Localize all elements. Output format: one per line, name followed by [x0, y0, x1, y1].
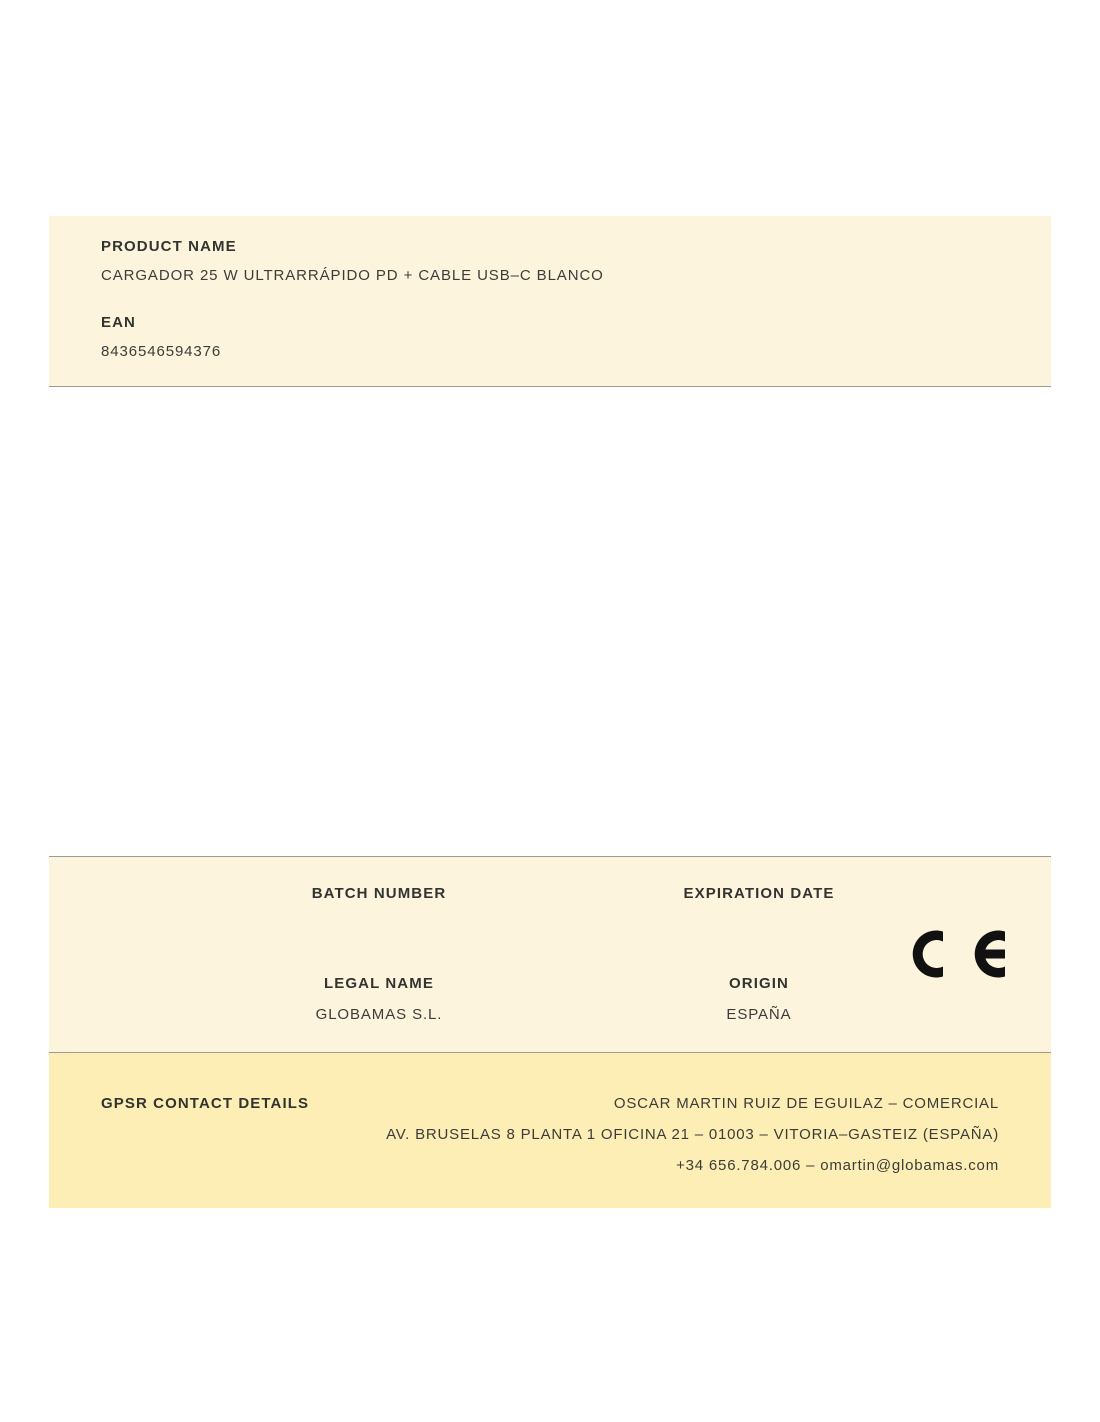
gpsr-contact-lines	[386, 1095, 999, 1174]
product-name-value: CARGADOR 25 W ULTRARRÁPIDO PD + CABLE USB–C BLANCO	[101, 267, 604, 284]
origin-field	[609, 975, 909, 1024]
product-details-block	[49, 856, 1051, 1053]
legal-name-field	[229, 975, 529, 1024]
gpsr-contact-phone-email: +34 656.784.006 – omartin@globamas.com	[676, 1157, 999, 1174]
gpsr-contact-address: AV. BRUSELAS 8 PLANTA 1 OFICINA 21 – 01003 – VITORIA–GASTEIZ (ESPAÑA)	[386, 1126, 999, 1143]
origin-value: ESPAÑA	[726, 1006, 792, 1023]
ean-label: EAN	[101, 314, 136, 331]
blank-content-area	[49, 396, 1051, 856]
product-name-label: PRODUCT NAME	[101, 238, 237, 255]
product-info-block	[49, 216, 1051, 387]
field-separator	[49, 284, 1051, 314]
origin-label: ORIGIN	[729, 975, 789, 992]
ean-value: 8436546594376	[101, 343, 222, 360]
legal-name-value: GLOBAMAS S.L.	[315, 1006, 443, 1023]
batch-number-field	[229, 885, 529, 934]
gpsr-contact-label: GPSR CONTACT DETAILS	[101, 1095, 310, 1112]
ce-mark-icon	[899, 919, 1009, 989]
gpsr-contact-block	[49, 1053, 1051, 1208]
expiration-date-field	[609, 885, 909, 934]
gpsr-contact-person: OSCAR MARTIN RUIZ DE EGUILAZ – COMERCIAL	[613, 1095, 999, 1112]
details-grid	[49, 857, 1051, 1052]
batch-number-value	[229, 916, 529, 934]
legal-name-label: LEGAL NAME	[324, 975, 434, 992]
expiration-date-label: EXPIRATION DATE	[683, 885, 835, 902]
expiration-date-value	[609, 916, 909, 934]
batch-number-label: BATCH NUMBER	[311, 885, 447, 902]
